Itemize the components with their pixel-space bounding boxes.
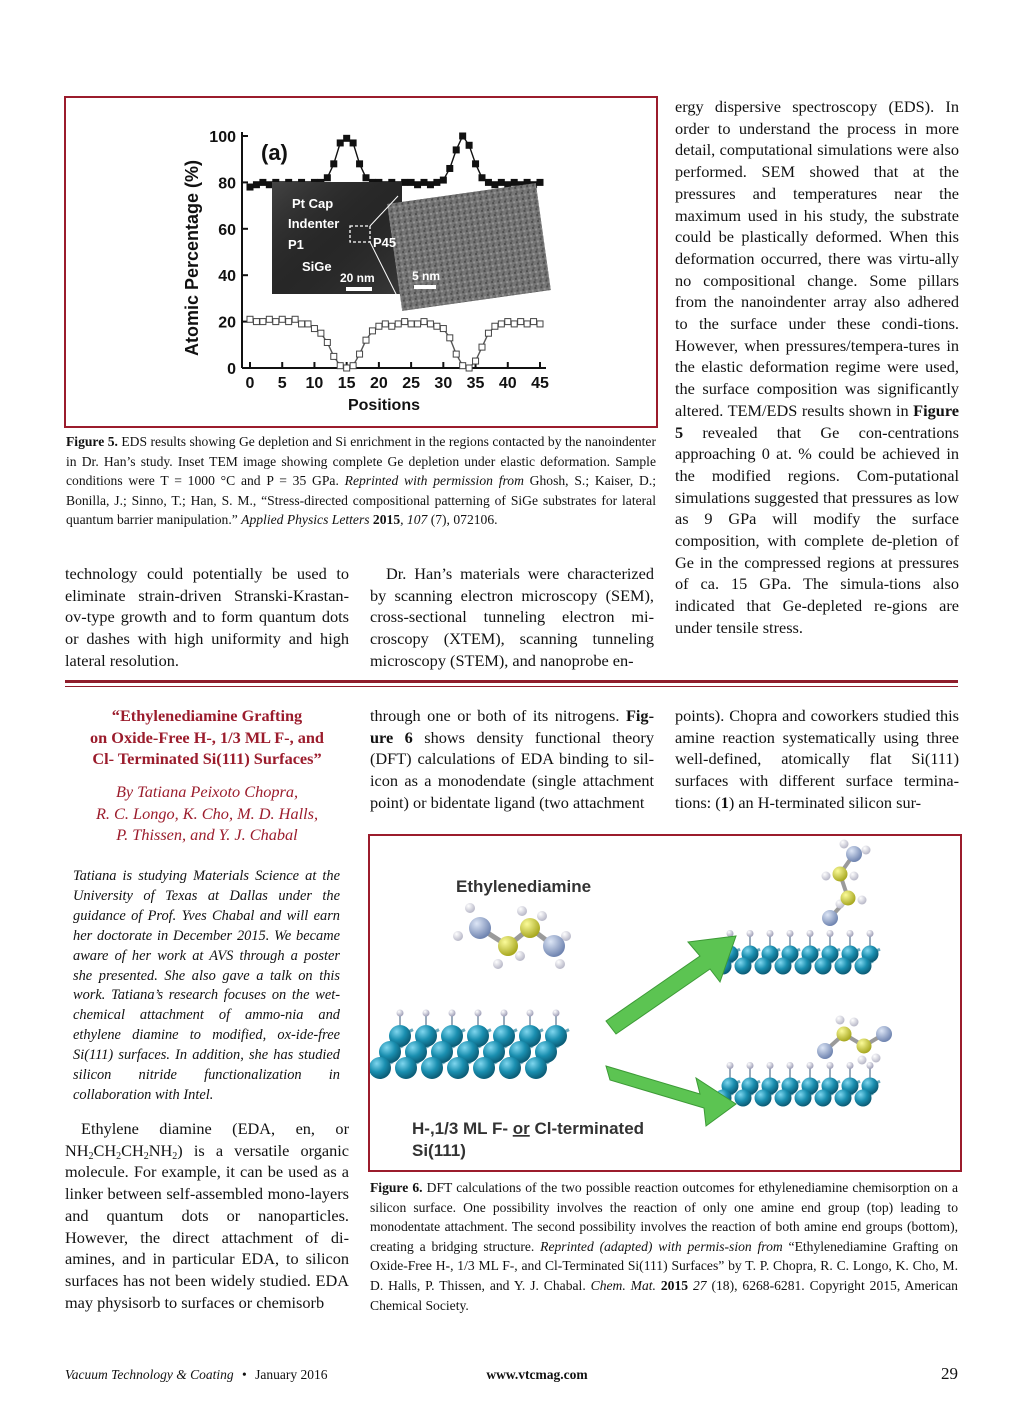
data-point-si [485, 179, 491, 185]
data-point-ge [337, 363, 343, 369]
h-atom [862, 846, 871, 855]
data-point-si [453, 147, 459, 153]
subscript: 2 [143, 1150, 149, 1162]
h-atom [537, 911, 547, 921]
h-atom [767, 930, 774, 937]
h-atom [787, 1062, 794, 1069]
title-line: “Ethylenediamine Grafting [111, 706, 303, 725]
data-point-ge [279, 316, 285, 322]
scale-bar-left-label: 20 nm [340, 271, 375, 285]
data-point-ge [299, 321, 305, 327]
h-atom [465, 903, 475, 913]
footer-journal [65, 1367, 327, 1383]
n-atom [876, 1026, 892, 1042]
h-atom [453, 931, 463, 941]
h-atom [787, 930, 794, 937]
caption-volume: 27 [688, 1277, 707, 1293]
si-atom [815, 958, 832, 975]
data-point-si [402, 179, 408, 185]
si-atom [795, 958, 812, 975]
caption-text: “Ethylenediamine Grafting on Oxide-Free H-, 1/3 ML F-, and Cl-Terminated Si(111) Surfaces” by T. P. Chopra, R. C. Longo, K. Cho, M. D. Halls, P. Thissen, and Y. J. Chabal. [370, 1238, 958, 1293]
h-atom [872, 1054, 881, 1063]
data-point-si [479, 175, 485, 181]
figure-5-chart [66, 98, 656, 426]
panel-label: (a) [261, 140, 288, 165]
data-point-si [247, 184, 253, 190]
h-atom [807, 1062, 814, 1069]
data-point-ge [376, 323, 382, 329]
caption-text: (18), 6268-6281. Copyright 2015, American Chemical Society. [370, 1277, 958, 1313]
body-text: CH [93, 1140, 117, 1160]
data-point-ge [311, 326, 317, 332]
n-atom [846, 846, 862, 862]
data-point-ge [537, 321, 543, 327]
c-atom [837, 1027, 852, 1042]
data-point-ge [357, 351, 363, 357]
data-point-ge [440, 326, 446, 332]
byline-line: R. C. Longo, K. Cho, M. D. Halls, [95, 803, 319, 823]
data-point-si [434, 179, 440, 185]
si-atom [473, 1057, 495, 1079]
si-atom [775, 1090, 792, 1107]
data-point-si [331, 161, 337, 167]
h-atom [836, 1016, 845, 1025]
inset-label-p45: P45 [373, 235, 397, 250]
subscript: 2 [116, 1150, 122, 1162]
journal-name: Vacuum Technology & Coating [65, 1367, 234, 1382]
data-point-ge [331, 353, 337, 359]
upper-col-1: technology could potentially be used to eliminate strain-driven Stranski-Krastan-ov-type growth and to form quantum dots or dashes with high uniformity and high lateral resolution. [65, 564, 349, 670]
h-atom [747, 930, 754, 937]
body-text: NH [148, 1140, 173, 1160]
figure-5-caption [66, 432, 656, 530]
data-point-ge [389, 323, 395, 329]
si-atom [815, 1090, 832, 1107]
x-tick-label: 45 [531, 375, 549, 392]
c-atom [857, 1039, 872, 1054]
body-text: Ethylene diamine (EDA, en, or NH [65, 1119, 349, 1160]
data-point-ge [350, 363, 356, 369]
data-point-ge [286, 319, 292, 325]
si-atom [775, 958, 792, 975]
h-atom [493, 959, 503, 969]
si-atom [499, 1057, 521, 1079]
data-point-si [260, 179, 266, 185]
data-point-ge [408, 321, 414, 327]
n-atom [543, 935, 565, 957]
h-atom [867, 1062, 874, 1069]
figure-6-illustration [370, 836, 960, 1170]
data-point-ge [485, 330, 491, 336]
y-tick-label: 80 [218, 175, 236, 193]
h-atom [515, 951, 525, 961]
data-point-ge [344, 365, 350, 371]
data-point-ge [473, 358, 479, 364]
scale-bar-left [346, 287, 372, 291]
data-point-si [415, 182, 421, 188]
caption-journal: Applied Physics Letters [241, 512, 370, 528]
c-atom [498, 936, 518, 956]
caption-year: 2015 [369, 512, 401, 528]
x-tick-label: 35 [466, 375, 485, 392]
data-point-ge [524, 321, 530, 327]
c-atom [833, 867, 848, 882]
col3-text: revealed that Ge con-centrations approaching 0 at. % could be achieved in the modified regions. Com-putational simulations suggested that pressures as low as 9 GPa will modify the surface composition, with complete de-pletion of Ge in the compressed regions at pressures of ca. 15 GPa. The simula-tions also indicated that Ge-depleted re-gions are under tensile stress. [675, 422, 959, 637]
h-atom [555, 959, 565, 969]
si-atom [755, 958, 772, 975]
col3-text: ergy dispersive spectroscopy (EDS). In order to understand the process in more detail, computational simulations were also performed. SEM showed that at the pressures and temperatures near the maximum used in his study, the substrate could be plastically deformed. When this deformation occurred, there was virtu-ally no compositional change. Some pillars from the nanoindenter array also adhered to the surface under these condi-tions. However, when pressures/tempera-tures in the elastic deformation regime were used, the surface composition was significantly altered. TEM/EDS results shown in [675, 97, 959, 420]
si-atom [447, 1057, 469, 1079]
silicon-slab-top-right [715, 930, 881, 975]
byline-line: By Tatiana Peixoto Chopra, [115, 782, 299, 801]
figure-5-box [64, 96, 658, 528]
x-tick-label: 5 [277, 375, 287, 392]
h-atom [827, 930, 834, 937]
data-point-ge [415, 321, 421, 327]
body-text: shows density functional theory (DFT) calculations of EDA binding to sil-icon as a monodendate (single attachment point) or bidentate ligand (two attachment [370, 727, 654, 812]
n-atom [817, 1043, 833, 1059]
section-divider [65, 680, 958, 683]
h-atom [727, 1062, 734, 1069]
h-atom [397, 1010, 404, 1017]
h-atom [827, 1062, 834, 1069]
y-tick-label: 100 [209, 129, 236, 146]
data-point-si [363, 175, 369, 181]
surface-label: H-,1/3 ML F- or Cl-terminated [412, 1119, 645, 1138]
inset-label-p1: P1 [288, 237, 304, 252]
figure-6-box [368, 834, 962, 1172]
data-point-si [266, 182, 272, 188]
h-atom [858, 1056, 867, 1065]
article-title [65, 705, 349, 770]
footer-bullet: • [242, 1367, 247, 1382]
data-point-si [466, 142, 472, 148]
scale-bar-right-label: 5 nm [412, 269, 441, 283]
h-atom [517, 906, 527, 916]
figure-5-ref: Figure 5 [675, 400, 959, 442]
data-point-si [440, 177, 446, 183]
data-point-si [473, 161, 479, 167]
upper-col-3 [675, 96, 959, 639]
data-point-si [324, 175, 330, 181]
data-point-ge [247, 316, 253, 322]
caption-text: EDS results showing Ge depletion and Si enrichment in the regions contacted by the nanoindenter in Dr. Han’s study. Inset TEM image showing complete Ge depletion under elastic deformation. Sample conditions were T = 1000 °C and P = 35 GPa. [66, 434, 656, 489]
data-point-ge [427, 321, 433, 327]
surface-label-si111: Si(111) [412, 1141, 466, 1160]
c-atom [841, 891, 856, 906]
x-axis-label: Positions [347, 397, 421, 414]
x-tick-label: 15 [337, 375, 356, 392]
data-point-ge [324, 339, 330, 345]
data-point-si [447, 165, 453, 171]
byline-line: P. Thissen, and Y. J. Chabal [116, 825, 298, 844]
data-point-ge [292, 316, 298, 322]
inset-label-indenter: Indenter [288, 216, 340, 231]
caption-year: 2015 [655, 1277, 689, 1293]
y-tick-label: 60 [218, 221, 236, 239]
article-body-col-1 [65, 1118, 349, 1313]
data-point-ge [395, 321, 401, 327]
n-atom [469, 917, 491, 939]
data-point-si [460, 133, 466, 139]
data-point-si [421, 179, 427, 185]
title-line: Cl- Terminated Si(111) Surfaces” [92, 749, 322, 768]
caption-italic: Reprinted (adapted) with permis-sion from [540, 1238, 783, 1254]
title-line: on Oxide-Free H-, 1/3 ML F-, and [90, 727, 324, 747]
subscript: 2 [172, 1150, 178, 1162]
data-point-ge [453, 351, 459, 357]
h-atom [840, 840, 849, 849]
body-text: points). Chopra and coworkers studied this amine reaction systematically using three well-defined, atomically flat Si(111) surfaces with different surface termina-tions: ( [675, 706, 959, 812]
x-tick-label: 30 [434, 375, 453, 392]
h-atom [475, 1010, 482, 1017]
caption-volume: , 107 [400, 512, 428, 528]
caption-journal: Chem. Mat. [590, 1277, 656, 1293]
h-atom [423, 1010, 430, 1017]
data-point-ge [363, 337, 369, 343]
data-point-ge [518, 319, 524, 325]
data-point-si [350, 140, 356, 146]
body-text: through one or both of its nitrogens. [370, 706, 626, 725]
y-tick-label: 20 [218, 314, 236, 332]
y-tick-label: 0 [227, 361, 236, 378]
data-point-si [253, 182, 259, 188]
h-atom [847, 930, 854, 937]
data-point-ge [305, 321, 311, 327]
si-atom [370, 1057, 391, 1079]
data-point-ge [498, 321, 504, 327]
data-point-ge [479, 344, 485, 350]
arrow-down-icon [606, 1066, 736, 1126]
x-tick-label: 40 [498, 375, 517, 392]
si-atom [525, 1057, 547, 1079]
data-point-ge [531, 319, 537, 325]
x-tick-label: 0 [245, 375, 255, 392]
data-point-ge [253, 319, 259, 325]
article-body-col-3 [675, 705, 959, 814]
data-point-ge [511, 321, 517, 327]
caption-text: (7), 072106. [427, 512, 498, 528]
si-atom [855, 1090, 872, 1107]
figure-6-caption [370, 1178, 958, 1315]
x-tick-label: 20 [369, 375, 388, 392]
ethylenediamine-label: Ethylenediamine [456, 877, 592, 896]
h-atom [822, 872, 831, 881]
y-tick-label: 40 [218, 268, 236, 286]
data-point-si [537, 179, 543, 185]
list-number: 1 [720, 792, 729, 812]
body-text: ) an H-terminated silicon sur- [728, 792, 922, 812]
si-atom [795, 1090, 812, 1107]
data-point-ge [369, 328, 375, 334]
subscript: 2 [88, 1150, 94, 1162]
bidentate-adsorbate [817, 1016, 892, 1065]
h-atom [449, 1010, 456, 1017]
caption-italic: Reprinted with permission from [344, 473, 524, 489]
figure-6-ref: Fig-ure 6 [370, 706, 654, 747]
h-atom [850, 872, 859, 881]
h-atom [553, 1010, 560, 1017]
data-point-ge [402, 319, 408, 325]
h-atom [767, 1062, 774, 1069]
data-point-ge [421, 319, 427, 325]
si-atom [835, 1090, 852, 1107]
h-atom [747, 1062, 754, 1069]
si-atom [735, 958, 752, 975]
data-point-ge [447, 335, 453, 341]
data-point-si [357, 161, 363, 167]
si-atom [395, 1057, 417, 1079]
footer-date: January 2016 [255, 1367, 328, 1382]
si-atom [755, 1090, 772, 1107]
silicon-slab-left [370, 1010, 569, 1080]
x-tick-label: 10 [305, 375, 324, 392]
si-atom [855, 958, 872, 975]
data-point-ge [460, 363, 466, 369]
h-atom [807, 930, 814, 937]
x-tick-label: 25 [402, 375, 421, 392]
article-byline [65, 781, 349, 846]
h-atom [867, 930, 874, 937]
n-atom [822, 910, 838, 926]
data-point-ge [466, 365, 472, 371]
si-atom [421, 1057, 443, 1079]
h-atom [850, 1018, 859, 1027]
caption-text: Ghosh, S.; Kaiser, D.; Bonilla, J.; Sinno, T.; Han, S. M., “Stress-directed compositional patterning of SiGe substrates for lateral quantum barrier manipulation.” [66, 473, 656, 528]
author-bio: Tatiana is studying Materials Science at the University of Texas at Dallas under the guidance of Prof. Yves Chabal and will earn her doctorate in December 2015. We became aware of her work at AVS through a poster she presented. She also gave a talk on this work. Tatiana’s research focuses on the wet-chemical attachment of ammo-nia and ethylene diamine to modified, ox-ide-free Si(111) surfaces. In addition, she has studied silicon nitride functionalization in collaboration with Intel. [73, 868, 340, 1103]
si-atom [735, 1090, 752, 1107]
data-point-si [408, 179, 414, 185]
upper-col-2: Dr. Han’s materials were characterized by scanning electron microscopy (SEM), cross-sectional tunneling electron mi-croscopy (XTEM), scanning tunneling microscopy (STEM), and nanoprobe en- [370, 564, 654, 670]
data-point-ge [492, 323, 498, 329]
data-point-si [511, 179, 517, 185]
ethylenediamine-molecule [453, 903, 571, 969]
body-text: CH [121, 1140, 144, 1160]
h-atom [847, 1062, 854, 1069]
body-text: ) is a versatile organic molecule. For example, it can be used as a linker between self-assembled mono-layers and quantum dots or nanoparticles. However, the direct attachment of di-amines, and in particular EDA, to silicon surfaces has not been widely studied. EDA may physisorb to surfaces or chemisorb [65, 1140, 349, 1312]
data-point-si [337, 140, 343, 146]
data-point-ge [266, 316, 272, 322]
page-number: 29 [941, 1364, 958, 1383]
scale-bar-right [414, 285, 436, 289]
inset-label-sige: SiGe [302, 259, 332, 274]
section-divider [65, 686, 958, 687]
y-axis-label: Atomic Percentage (%) [182, 159, 202, 357]
si-atom [835, 958, 852, 975]
c-atom [520, 918, 540, 938]
caption-text: DFT calculations of the two possible reaction outcomes for ethylenediamine chemisorption on a silicon surface. One possibility involves the reaction of only one amine end group (top) leading to monodentate attachment. The second possibility involves the reaction of both amine end groups (bottom), creating a bridging structure. [370, 1180, 959, 1254]
figure-6-caption-label: Figure 6. [370, 1180, 423, 1195]
data-point-si [498, 179, 504, 185]
footer-url[interactable]: www.vtcmag.com [486, 1367, 588, 1382]
data-point-si [344, 135, 350, 141]
data-point-ge [260, 319, 266, 325]
data-point-si [492, 182, 498, 188]
data-point-ge [505, 319, 511, 325]
data-point-ge [434, 323, 440, 329]
data-point-ge [318, 330, 324, 336]
tem-inset [272, 182, 551, 311]
data-point-si [427, 182, 433, 188]
arrow-up-icon [606, 936, 736, 1034]
h-atom [527, 1010, 534, 1017]
h-atom [501, 1010, 508, 1017]
silicon-slab-bottom-right [715, 1062, 881, 1107]
data-point-ge [382, 321, 388, 327]
figure-5-caption-label: Figure 5. [66, 434, 118, 449]
inset-label-ptcap: Pt Cap [292, 196, 334, 211]
data-point-ge [273, 319, 279, 325]
article-body-col-2 [370, 705, 654, 814]
h-atom [858, 896, 867, 905]
monodentate-adsorbate [822, 840, 871, 927]
